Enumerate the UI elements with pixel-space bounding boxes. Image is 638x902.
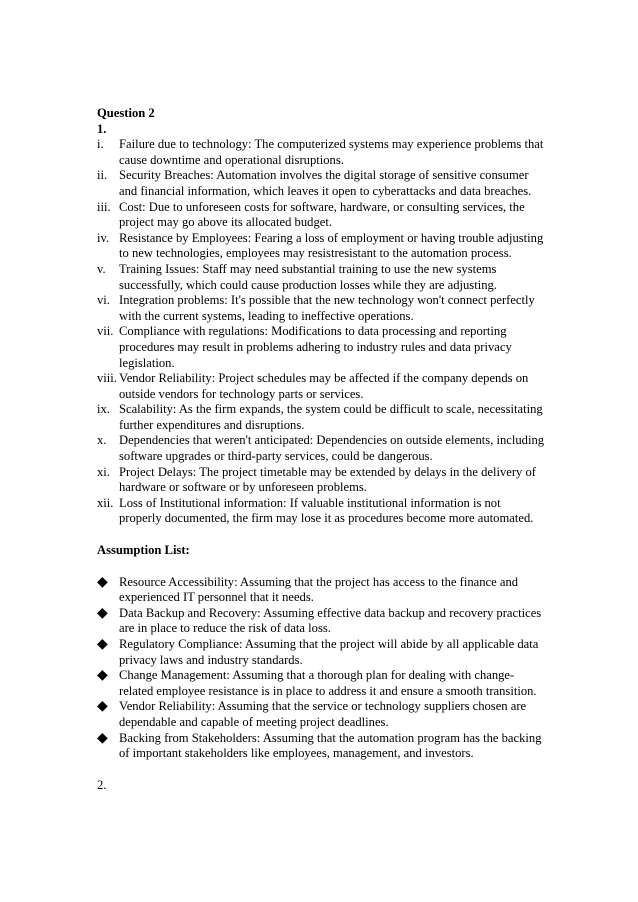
diamond-bullet-icon: ◆	[97, 637, 108, 652]
part1-label: 1.	[97, 121, 107, 136]
diamond-bullet-icon: ◆	[97, 699, 108, 715]
bullet-item	[97, 637, 545, 668]
bullet-text: Resource Accessibility: Assuming that the project has access to the finance and experienced IT personnel that it needs.	[119, 574, 519, 605]
list-item-number: ix.	[97, 402, 110, 417]
list-item-number: xii.	[97, 495, 114, 510]
list-item	[97, 402, 545, 433]
list-item	[97, 293, 545, 324]
risk-list	[97, 137, 545, 527]
bullet-text: Change Management: Assuming that a thorough plan for dealing with change-related employee resistance is in place to address it and ensure a smooth transition.	[119, 668, 537, 698]
bullet-text: Vendor Reliability: Assuming that the service or technology suppliers chosen are dependable and capable of meeting project deadlines.	[119, 699, 527, 729]
bullet-text: Backing from Stakeholders: Assuming that the automation program has the backing of important stakeholders like employees, management, and investors.	[119, 730, 542, 761]
list-item	[97, 231, 545, 262]
list-item-number: vi.	[97, 293, 110, 308]
list-item	[97, 262, 545, 293]
list-item-number: i.	[97, 137, 104, 152]
diamond-bullet-icon: ◆	[97, 574, 108, 590]
list-item	[97, 496, 545, 527]
list-item	[97, 200, 545, 231]
list-item-number: ii.	[97, 168, 108, 183]
part2-label: 2.	[97, 777, 107, 792]
list-item-text: Scalability: As the firm expands, the system could be difficult to scale, necessitating further expenditures and disruptions.	[119, 402, 543, 432]
bullet-text: Regulatory Compliance: Assuming that the project will abide by all applicable data privacy laws and industry standards.	[119, 637, 539, 667]
list-item	[97, 137, 545, 168]
diamond-bullet-icon: ◆	[97, 730, 108, 746]
bullet-item	[97, 606, 545, 637]
list-item	[97, 465, 545, 496]
list-item-text: Security Breaches: Automation involves the digital storage of sensitive consumer and financial information, which leaves it open to cyberattacks and data breaches.	[119, 168, 532, 198]
list-item-number: x.	[97, 433, 107, 448]
list-item-text: Failure due to technology: The computerized systems may experience problems that cause downtime and operational disruptions.	[119, 137, 544, 167]
list-item-text: Project Delays: The project timetable may be extended by delays in the delivery of hardware or software or by unforeseen problems.	[119, 464, 536, 495]
bullet-item	[97, 668, 545, 699]
list-item-number: xi.	[97, 464, 110, 479]
list-item-number: iii.	[97, 199, 111, 214]
list-item	[97, 433, 545, 464]
bullet-item	[97, 731, 545, 762]
list-item-number: vii.	[97, 324, 114, 339]
list-item	[97, 324, 545, 371]
bullet-item	[97, 699, 545, 730]
list-item	[97, 371, 545, 402]
bullet-text: Data Backup and Recovery: Assuming effective data backup and recovery practices are in place to reduce the risk of data loss.	[119, 605, 542, 636]
bullet-item	[97, 575, 545, 606]
assumption-heading: Assumption List:	[97, 543, 190, 558]
list-item-text: Resistance by Employees: Fearing a loss of employment or having trouble adjusting to new technologies, employees may resistresistant to the automation process.	[119, 230, 544, 261]
list-item-text: Training Issues: Staff may need substantial training to use the new systems successfully, which could cause production losses while they are adjusting.	[119, 261, 497, 292]
list-item-text: Vendor Reliability: Project schedules may be affected if the company depends on outside vendors for technology parts or services.	[119, 371, 529, 401]
list-item-text: Compliance with regulations: Modifications to data processing and reporting procedures may result in problems adhering to industry rules and data privacy legislation.	[119, 324, 512, 370]
list-item-number: viii.	[97, 371, 117, 386]
list-item-text: Dependencies that weren't anticipated: Dependencies on outside elements, including software upgrades or third-party services, could be dangerous.	[119, 433, 545, 464]
document-page	[97, 106, 545, 806]
assumption-list	[97, 575, 545, 762]
list-item	[97, 168, 545, 199]
list-item-number: v.	[97, 261, 106, 276]
question-heading: Question 2	[97, 106, 155, 120]
diamond-bullet-icon: ◆	[97, 605, 108, 621]
list-item-text: Integration problems: It's possible that the new technology won't connect perfectly with the current systems, leading to ineffective operations.	[119, 293, 535, 323]
list-item-text: Loss of Institutional information: If valuable institutional information is not properly documented, the firm may lose it as procedures become more automated.	[119, 495, 534, 526]
list-item-number: iv.	[97, 230, 110, 245]
list-item-text: Cost: Due to unforeseen costs for software, hardware, or consulting services, the project may go above its allocated budget.	[119, 199, 525, 230]
diamond-bullet-icon: ◆	[97, 668, 108, 684]
